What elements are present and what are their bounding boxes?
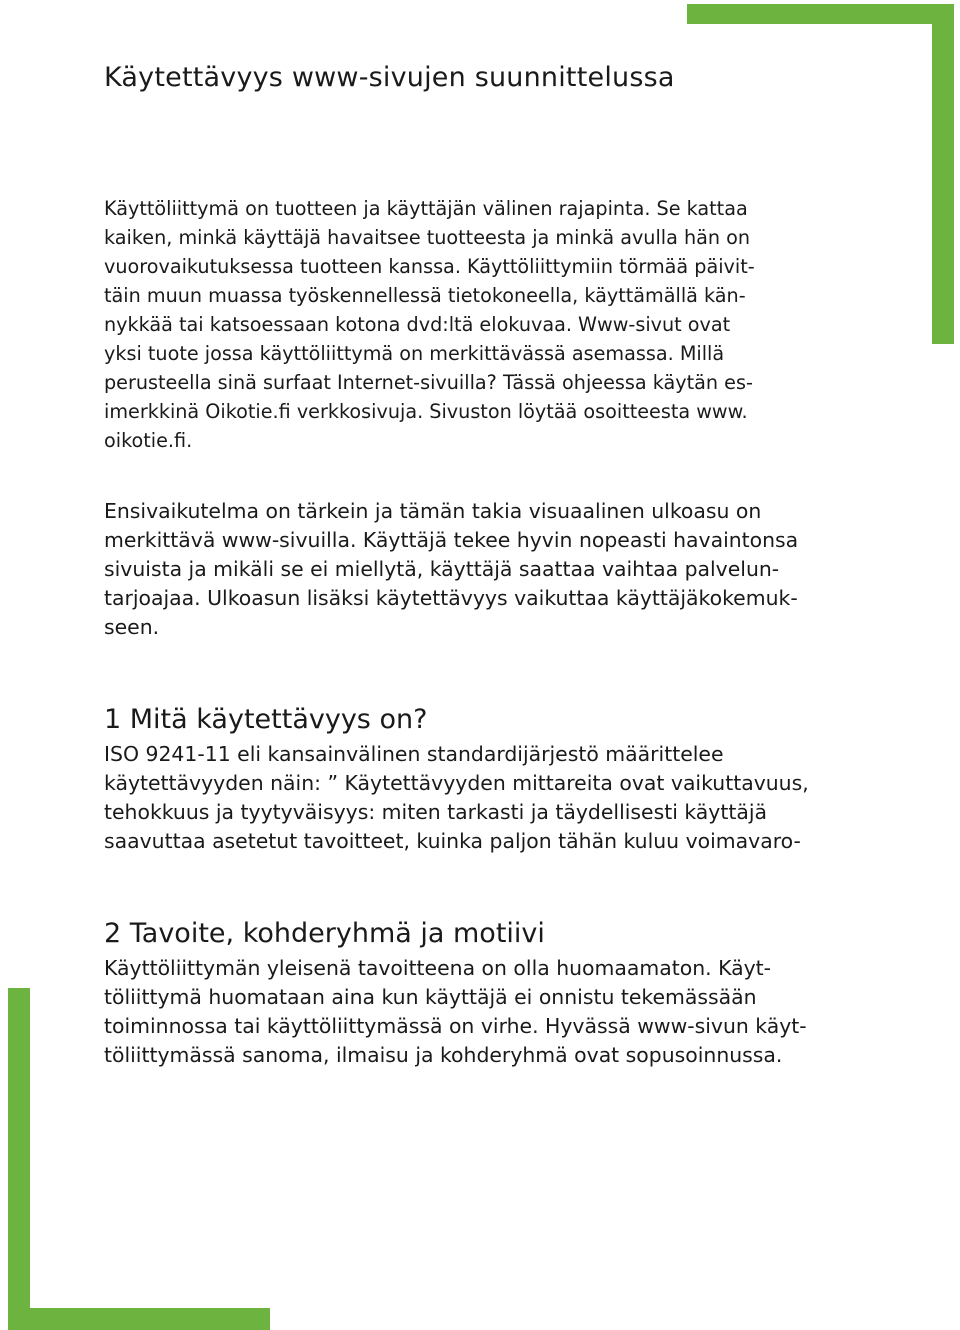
section-1-heading: 1 Mitä käytettävyys on? [104, 704, 428, 735]
section-2-paragraph: Käyttöliittymän yleisenä tavoitteena on olla huomaamaton. Käyt- töliittymä huomataan aina kun käyttäjä ei onnistu tekemässään toiminnossa tai käyttöliittymässä on virhe. Hyvässä www-sivun käyt- töliittymässä sanoma, ilmaisu ja kohderyhmä ovat sopusoinnussa. [104, 956, 807, 1067]
section-2-heading: 2 Tavoite, kohderyhmä ja motiivi [104, 918, 545, 949]
section-1-paragraph: ISO 9241-11 eli kansainvälinen standardijärjestö määrittelee käytettävyyden näin: ” Käytettävyyden mittareita ovat vaikuttavuus, tehokkuus ja tyytyväisyys: miten tarkasti ja täydellisesti käyttäjä saavuttaa asetetut tavoitteet, kuinka paljon tähän kuluu voimavaro- [104, 742, 809, 853]
corner-accent-top-right-vertical [932, 4, 954, 344]
page-title: Käytettävyys www-sivujen suunnittelussa [104, 62, 675, 93]
corner-accent-bottom-left-vertical [8, 988, 30, 1330]
intro-paragraph-2: Ensivaikutelma on tärkein ja tämän takia visuaalinen ulkoasu on merkittävä www-sivuilla. Käyttäjä tekee hyvin nopeasti havaintonsa sivuista ja mikäli se ei miellytä, käyttäjä saattaa vaihtaa palvelun- tarjoajaa. Ulkoasun lisäksi käytettävyys vaikuttaa käyttäjäkokemuk- seen. [104, 499, 799, 639]
corner-accent-top-right-horizontal [687, 4, 954, 24]
corner-accent-bottom-left-horizontal [8, 1308, 270, 1330]
intro-paragraph-1: Käyttöliittymä on tuotteen ja käyttäjän välinen rajapinta. Se kattaa kaiken, minkä käyttäjä havaitsee tuotteesta ja minkä avulla hän on vuorovaikutuksessa tuotteen kanssa. Käyttöliittymiin törmää päivit- täin muun muassa työskennellessä tietokoneella, käyttämällä kän- nykkää tai katsoessaan kotona dvd:ltä elokuvaa. Www-sivut ovat yksi tuote jossa käyttöliittymä on merkittävässä asemassa. Millä perusteella sinä surfaat Internet-sivuilla? Tässä ohjeessa käytän es- imerkkinä Oikotie.fi verkkosivuja. Sivuston löytää osoitteesta www. oikotie.fi. [104, 197, 755, 452]
document-body [104, 56, 864, 1070]
